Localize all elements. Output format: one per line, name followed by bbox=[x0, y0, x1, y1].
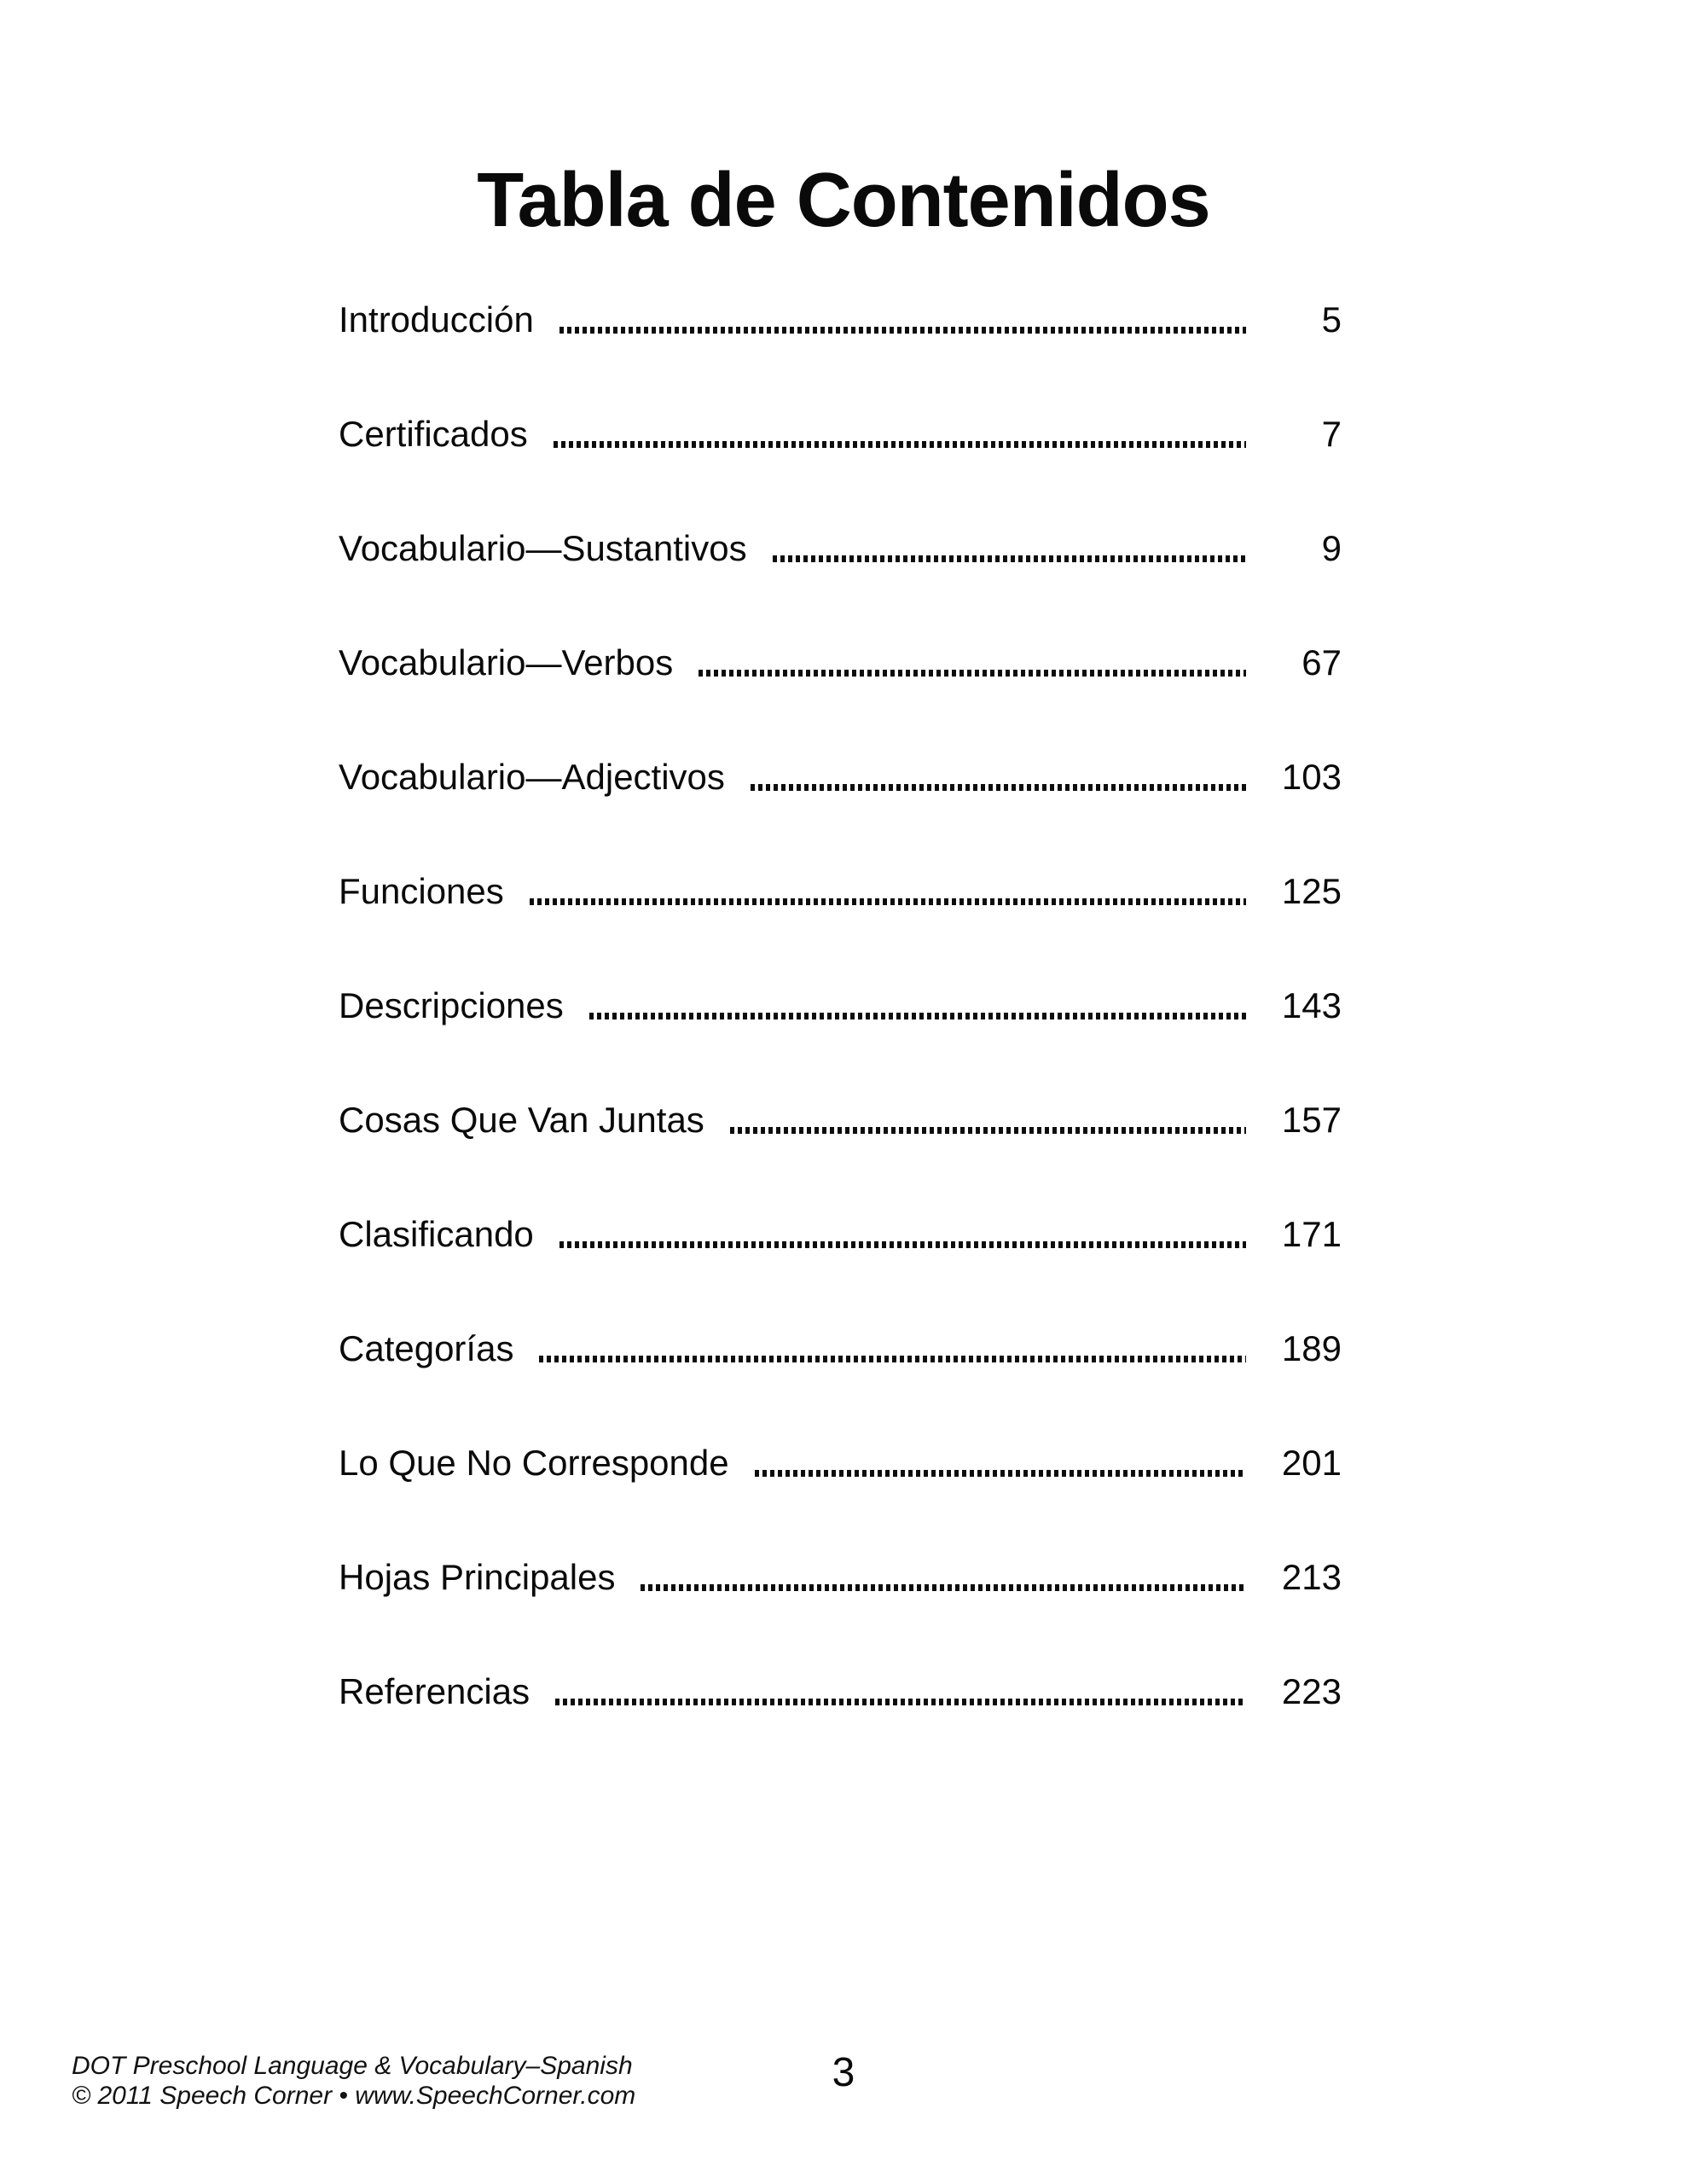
toc-entry bbox=[339, 1329, 1342, 1367]
toc-entry bbox=[339, 872, 1342, 909]
toc-entry-label: Categorías bbox=[339, 1328, 514, 1368]
dot-leader bbox=[589, 1013, 1246, 1019]
toc-entry-page: 223 bbox=[1281, 1671, 1342, 1711]
toc-entry bbox=[339, 1558, 1342, 1595]
toc-entry-page: 7 bbox=[1321, 414, 1342, 454]
toc-entry-page: 157 bbox=[1281, 1100, 1342, 1140]
toc-entry-page: 125 bbox=[1281, 871, 1342, 911]
toc-entry-label: Vocabulario—Sustantivos bbox=[339, 528, 747, 568]
toc-entry-label: Clasificando bbox=[339, 1214, 534, 1254]
dot-leader bbox=[559, 327, 1246, 334]
toc-entry-page: 103 bbox=[1281, 757, 1342, 797]
toc-entry-page: 189 bbox=[1281, 1328, 1342, 1368]
toc-entry-label: Funciones bbox=[339, 871, 504, 911]
toc-entry-page: 67 bbox=[1301, 642, 1342, 682]
footer-copyright: © 2011 Speech Corner • www.SpeechCorner.com bbox=[72, 2082, 636, 2111]
dot-leader bbox=[559, 1241, 1246, 1248]
toc-entry-label: Introducción bbox=[339, 299, 534, 340]
dot-leader bbox=[555, 1699, 1246, 1705]
table-of-contents bbox=[339, 300, 1342, 1786]
dot-leader bbox=[751, 784, 1246, 791]
toc-entry-page: 5 bbox=[1321, 299, 1342, 340]
dot-leader bbox=[730, 1127, 1246, 1134]
dot-leader bbox=[773, 555, 1246, 562]
dot-leader bbox=[641, 1584, 1246, 1591]
toc-entry bbox=[339, 1443, 1342, 1481]
footer-book-title: DOT Preschool Language & Vocabulary–Spanish bbox=[72, 2052, 633, 2080]
toc-entry-label: Vocabulario—Verbos bbox=[339, 642, 674, 682]
toc-entry-label: Cosas Que Van Juntas bbox=[339, 1100, 704, 1140]
toc-entry-label: Referencias bbox=[339, 1671, 530, 1711]
dot-leader bbox=[755, 1470, 1246, 1477]
dot-leader bbox=[554, 441, 1246, 448]
dot-leader bbox=[699, 670, 1246, 677]
toc-entry-page: 9 bbox=[1321, 528, 1342, 568]
toc-entry-label: Descripciones bbox=[339, 985, 564, 1025]
toc-entry bbox=[339, 758, 1342, 795]
page-number: 3 bbox=[832, 2050, 855, 2095]
toc-entry bbox=[339, 986, 1342, 1024]
toc-entry-page: 143 bbox=[1281, 985, 1342, 1025]
page-title: Tabla de Contenidos bbox=[477, 158, 1210, 244]
toc-entry bbox=[339, 415, 1342, 452]
toc-entry-label: Hojas Principales bbox=[339, 1557, 616, 1597]
toc-entry-label: Lo Que No Corresponde bbox=[339, 1443, 729, 1483]
dot-leader bbox=[539, 1356, 1246, 1362]
toc-entry bbox=[339, 529, 1342, 566]
toc-entry bbox=[339, 1101, 1342, 1138]
toc-entry bbox=[339, 1672, 1342, 1710]
toc-entry bbox=[339, 1215, 1342, 1252]
toc-entry bbox=[339, 643, 1342, 681]
toc-entry-label: Certificados bbox=[339, 414, 528, 454]
dot-leader bbox=[530, 898, 1246, 905]
toc-entry-page: 171 bbox=[1281, 1214, 1342, 1254]
toc-entry-page: 213 bbox=[1281, 1557, 1342, 1597]
toc-entry-label: Vocabulario—Adjectivos bbox=[339, 757, 725, 797]
toc-entry bbox=[339, 300, 1342, 338]
toc-entry-page: 201 bbox=[1281, 1443, 1342, 1483]
